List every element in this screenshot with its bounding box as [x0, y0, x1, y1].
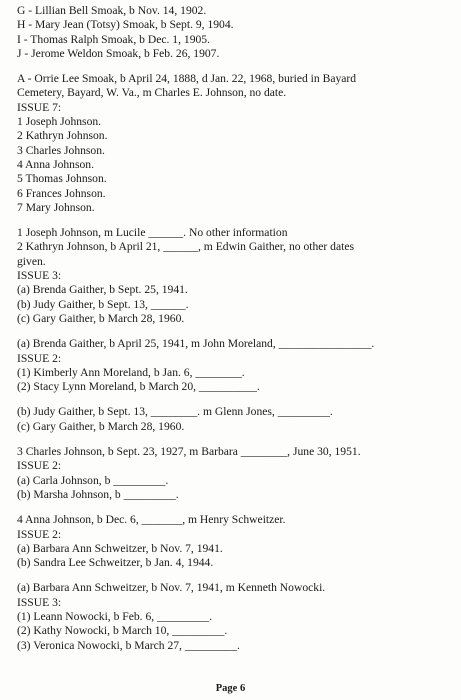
text-line: 2 Kathryn Johnson, b April 21, ______, m Edwin Gaither, no other dates	[17, 240, 354, 254]
text-line: given.	[17, 254, 46, 268]
text-line: (1) Leann Nowocki, b Feb. 6, _________.	[17, 609, 213, 623]
text-line: 1 Joseph Johnson, m Lucile ______. No other information	[17, 226, 288, 240]
text-line: ISSUE 3:	[17, 269, 62, 283]
text-line: 6 Frances Johnson.	[17, 186, 106, 200]
text-line: (b) Marsha Johnson, b _________.	[17, 487, 179, 501]
text-line: I - Thomas Ralph Smoak, b Dec. 1, 1905.	[17, 32, 210, 46]
text-line: 7 Mary Johnson.	[17, 200, 95, 214]
text-line: ISSUE 3:	[17, 595, 62, 609]
text-line: A - Orrie Lee Smoak, b April 24, 1888, d Jan. 22, 1968, buried in Bayard	[17, 72, 357, 86]
text-line: ISSUE 2:	[17, 459, 62, 473]
text-line: (a) Brenda Gaither, b April 25, 1941, m John Moreland, ________________.	[17, 337, 375, 351]
text-line: (c) Gary Gaither, b March 28, 1960.	[17, 419, 185, 433]
page-number: Page 6	[215, 683, 246, 694]
text-line: (a) Brenda Gaither, b Sept. 25, 1941.	[17, 283, 188, 297]
text-line: ISSUE 7:	[17, 100, 62, 114]
text-line: ISSUE 2:	[17, 351, 62, 365]
text-line: 5 Thomas Johnson.	[17, 172, 107, 186]
text-line: Cemetery, Bayard, W. Va., m Charles E. Johnson, no date.	[17, 86, 287, 100]
text-line: 4 Anna Johnson.	[17, 157, 94, 171]
page-content	[17, 4, 449, 653]
text-line: G - Lillian Bell Smoak, b Nov. 14, 1902.	[17, 4, 207, 17]
text-line: (3) Veronica Nowocki, b March 27, _________.	[17, 638, 240, 652]
text-line: 4 Anna Johnson, b Dec. 6, _______, m Henry Schweitzer.	[17, 513, 286, 527]
text-line: (b) Judy Gaither, b Sept. 13, ________. m Glenn Jones, _________.	[17, 405, 333, 419]
text-line: (c) Gary Gaither, b March 28, 1960.	[17, 311, 185, 325]
text-line: (a) Barbara Ann Schweitzer, b Nov. 7, 1941, m Kenneth Nowocki.	[17, 581, 326, 595]
text-line: (1) Kimberly Ann Moreland, b Jan. 6, ________.	[17, 365, 245, 379]
text-line: 1 Joseph Johnson.	[17, 115, 102, 129]
text-line: (b) Sandra Lee Schweitzer, b Jan. 4, 1944.	[17, 556, 214, 570]
text-line: (2) Stacy Lynn Moreland, b March 20, __________.	[17, 380, 260, 394]
text-line: (2) Kathy Nowocki, b March 10, _________.	[17, 624, 228, 638]
text-line: (a) Barbara Ann Schweitzer, b Nov. 7, 1941.	[17, 541, 223, 555]
text-line: 3 Charles Johnson.	[17, 143, 105, 157]
text-line: 3 Charles Johnson, b Sept. 23, 1927, m Barbara ________, June 30, 1951.	[17, 445, 361, 459]
text-line: (a) Carla Johnson, b _________.	[17, 473, 169, 487]
text-line: H - Mary Jean (Totsy) Smoak, b Sept. 9, 1904.	[17, 18, 234, 32]
text-line: J - Jerome Weldon Smoak, b Feb. 26, 1907.	[17, 46, 220, 60]
text-line: 2 Kathryn Johnson.	[17, 129, 108, 143]
text-line: ISSUE 2:	[17, 527, 62, 541]
text-line: (b) Judy Gaither, b Sept. 13, ______.	[17, 297, 189, 311]
